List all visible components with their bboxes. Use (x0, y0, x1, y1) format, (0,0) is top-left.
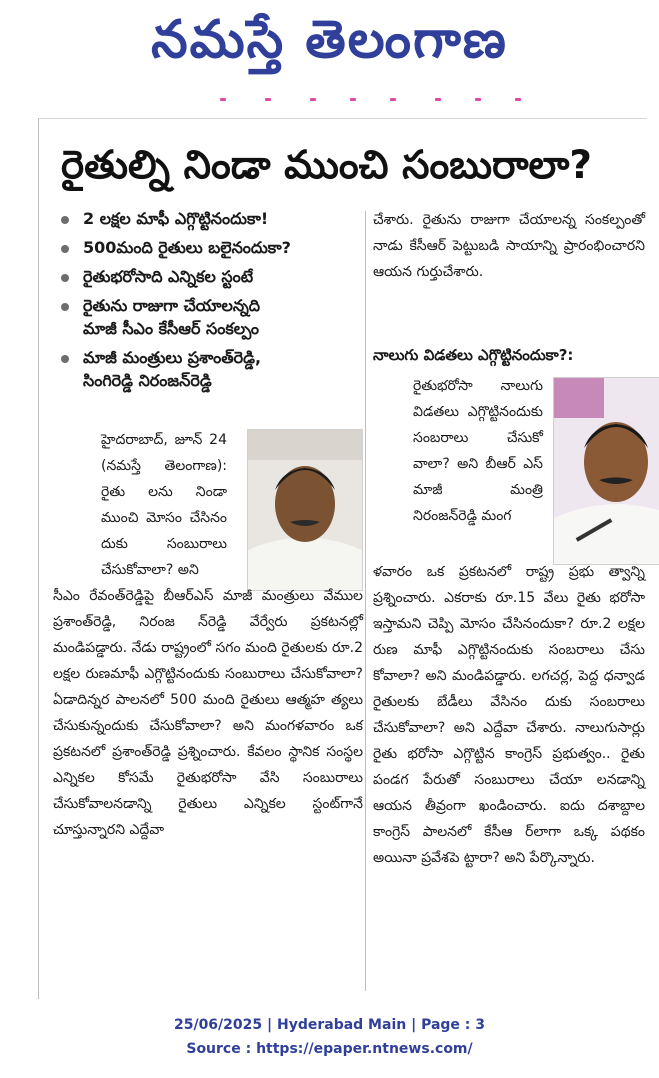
column-divider (365, 211, 366, 991)
highlight-item: రైతును రాజుగా చేయాలన్నది మాజీ సీఎం కేసీఆర్ సంకల్పం (53, 294, 363, 340)
footer-date-edition: 25/06/2025 | Hyderabad Main | Page : 3 (173, 1017, 486, 1033)
left-body-text: సీఎం రేవంత్‌రెడ్డిపై బీఆర్‌ఎస్ మాజీ మంత్రులు వేముల ప్రశాంత్‌రెడ్డి, నిరంజ న్‌రెడ్డి వేర్వేరు ప్రకటనల్లో మండిపడ్డారు. నేడు రాష్ట్రంలో సగం మంది రైతులకు రూ.2 లక్షల రుణమాఫీ ఎగ్గొట్టినందుకు సంబురాలు చేసుకోవాలా? ఏడాదిన్నర పాలనలో 500 మంది రైతులు ఆత్మహ త్యలు చేసుకున్నందుకు చేసుకోవాలా? అని మంగళవారం ఒక ప్రకటనలో ప్రశాంత్‌రెడ్డి ప్రశ్నించారు. కేవలం స్థానిక సంస్థల ఎన్నికల కోసమే రైతుభరోసా వేసి సంబురాలు చేసుకోవాలనడాన్ని రైతులు ఎన్నికల స్టంట్‌గానే చూస్తున్నారని ఎద్దేవా (53, 588, 363, 838)
right-intro-text: రైతుభరోసా నాలుగు విడతలు ఎగ్గొట్టినందుకు సంబరాలు చేసుకో వాలా? అని బీఆర్ ఎస్ మాజీ మంత్రి నిరంజన్‌రెడ్డి మంగ (413, 378, 543, 524)
highlight-item: మాజీ మంత్రులు ప్రశాంత్‌రెడ్డి, సింగిరెడ్డి నిరంజన్‌రెడ్డి (53, 346, 363, 392)
masthead (0, 0, 659, 100)
highlights-list (53, 207, 363, 392)
bullet-icon (61, 303, 69, 311)
article-headline: రైతుల్ని నిండా ముంచి సంబురాలా? (61, 143, 593, 188)
article (38, 118, 647, 999)
bullet-icon (61, 355, 69, 363)
right-body-text: ళవారం ఒక ప్రకటనలో రాష్ట్ర ప్రభు త్వాన్ని ప్రశ్నించారు. ఎకరాకు రూ.15 వేలు రైతు భరోసా ఇస్తామని చెప్పి మోసం చేసినందుకా? రూ.2 లక్షల రుణ మాఫీ ఎగ్గొట్టినందుకు సంబరాలు చేసు కోవాలా? అని మండిపడ్డారు. లగచర్ల, పెద్ద ధన్వాడ రైతులకు బేడీలు వేసినం దుకు సంబరాలు చేసుకోవాలా? అని ఎద్దేవా చేశారు. నాలుగుసార్లు రైతు భరోసా ఎగ్గొట్టిన కాంగ్రెస్ ప్రభుత్వం.. రైతు పండగ పేరుతో సంబురాలు చేయా లనడాన్ని ఆయన తీవ్రంగా ఖండించారు. ఐదు దశాబ్దాల కాంగ్రెస్ పాలనలో కేసీఆ ర్‌లాగా ఒక్క పథకం అయినా ప్రవేశపె ట్టారా? అని పేర్కొన్నారు. (373, 564, 645, 866)
left-body-block (53, 583, 363, 843)
highlight-item: 2 లక్షల మాఫీ ఎగ్గొట్టినందుకా! (53, 207, 363, 230)
highlight-item: 500మంది రైతులు బలైనందుకా? (53, 236, 363, 259)
right-body-block (373, 559, 645, 871)
bullet-icon (61, 274, 69, 282)
photo-niranjan-reddy (553, 377, 659, 565)
section-subheading: నాలుగు విడతలు ఎగ్గొట్టినందుకా?: (373, 346, 574, 364)
footer-source: Source : https://epaper.ntnews.com/ (186, 1041, 473, 1057)
left-column (53, 207, 363, 838)
right-intro-block (413, 373, 543, 529)
highlight-item: రైతుభరోసాది ఎన్నికల స్టంటే (53, 265, 363, 288)
right-top-text: చేశారు. రైతును రాజుగా చేయాలన్న సంకల్పంతో నాడు కేసీఆర్ పెట్టుబడి సాయాన్ని ప్రారంభించారని ఆయన గుర్తుచేశారు. (373, 212, 645, 280)
photo-prashanth-reddy (247, 429, 363, 591)
right-top-block (373, 207, 645, 285)
masthead-decoration (210, 98, 540, 102)
left-intro-block (101, 427, 227, 583)
newspaper-logo: నమస్తే తెలంగాణ (151, 10, 508, 70)
bullet-icon (61, 216, 69, 224)
bullet-icon (61, 245, 69, 253)
left-intro-text: హైదరాబాద్, జూన్ 24 (నమస్తే తెలంగాణ): రైతు లను నిండా ముంచి మోసం చేసినం దుకు సంబురాలు చేసుకోవాలా? అని (101, 432, 227, 578)
